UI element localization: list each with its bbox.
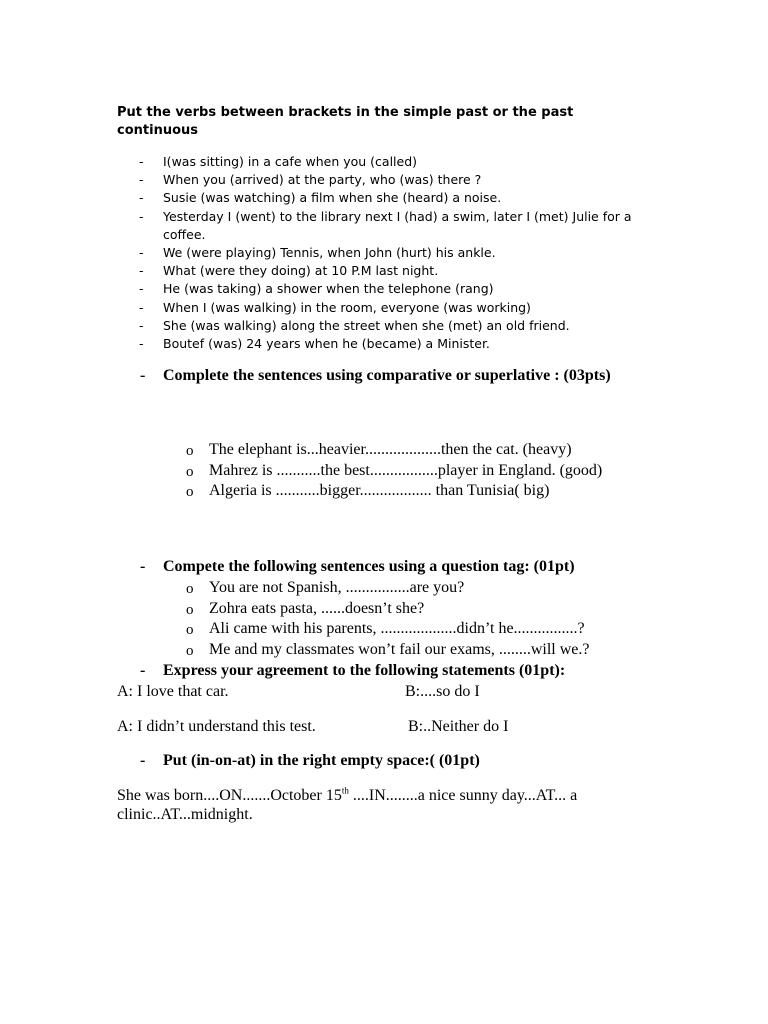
section-title-past-tenses: Put the verbs between brackets in the simple past or the past continuous — [117, 105, 574, 138]
dash-bullet: - — [139, 190, 144, 206]
dash-bullet: - — [140, 367, 146, 384]
comparative-list — [186, 440, 626, 502]
list-item: - Yesterday I (went) to the library next I (had) a swim, later I (met) Julie for a coffee. — [139, 208, 632, 242]
list-item: o Zohra eats pasta, ......doesn’t she? — [186, 599, 666, 620]
dash-bullet: - — [139, 263, 144, 279]
dash-bullet: - — [139, 172, 144, 188]
list-item: o Ali came with his parents, ...................didn’t he................? — [186, 619, 666, 640]
dash-bullet: - — [139, 281, 144, 297]
dash-bullet: - — [139, 245, 144, 261]
list-item: - I(was sitting) in a cafe when you (called) — [117, 153, 647, 171]
section-heading-comparative: - Complete the sentences using comparative or superlative : (03pts) — [140, 367, 611, 384]
circle-bullet: o — [186, 484, 194, 501]
list-item: o Me and my classmates won’t fail our exams, ........will we.? — [186, 640, 666, 661]
section-heading-question-tag: - Compete the following sentences using a question tag: (01pt) — [140, 558, 575, 575]
past-tenses-list — [117, 153, 647, 353]
section-heading-prepositions: - Put (in-on-at) in the right empty space:( (01pt) — [140, 752, 480, 769]
list-item: - Boutef (was) 24 years when he (became) a Minister. — [117, 335, 647, 353]
agreement-line-1: A: I love that car. B:....so do I — [117, 683, 480, 700]
circle-bullet: o — [186, 601, 194, 618]
list-item: - Susie (was watching) a film when she (heard) a noise. — [117, 189, 647, 207]
dash-bullet: - — [139, 336, 144, 352]
question-tag-list — [186, 578, 666, 660]
circle-bullet: o — [186, 622, 194, 639]
list-item: o Mahrez is ...........the best.................player in England. (good) — [186, 461, 626, 482]
dash-bullet: - — [139, 317, 144, 333]
circle-bullet: o — [186, 581, 194, 597]
dash-bullet: - — [140, 752, 146, 769]
list-item: - When I (was walking) in the room, everyone (was working) — [117, 299, 647, 317]
circle-bullet: o — [186, 642, 194, 659]
prepositions-sentence: She was born....ON.......October 15th ....IN........a nice sunny day...AT... a clinic..AT...midnight. — [117, 785, 578, 823]
dash-bullet: - — [140, 558, 146, 575]
circle-bullet: o — [186, 443, 194, 459]
circle-bullet: o — [186, 463, 194, 480]
list-item: o The elephant is...heavier...................then the cat. (heavy) — [186, 440, 626, 461]
dash-bullet: - — [139, 154, 144, 169]
list-item: - What (were they doing) at 10 P.M last night. — [117, 262, 647, 280]
list-item: o You are not Spanish, ................are you? — [186, 578, 666, 599]
section-heading-agreement: - Express your agreement to the following statements (01pt): — [140, 662, 566, 679]
dash-bullet: - — [139, 208, 144, 224]
list-item: - We (were playing) Tennis, when John (hurt) his ankle. — [117, 244, 647, 262]
list-item: o Algeria is ...........bigger.................. than Tunisia( big) — [186, 481, 626, 502]
list-item: - She (was walking) along the street when she (met) an old friend. — [117, 317, 647, 335]
dash-bullet: - — [140, 662, 146, 679]
dash-bullet: - — [139, 299, 144, 315]
agreement-line-2: A: I didn’t understand this test. B:..Neither do I — [117, 718, 509, 735]
list-item: - When you (arrived) at the party, who (was) there ? — [117, 171, 647, 189]
list-item: - He (was taking) a shower when the telephone (rang) — [117, 280, 647, 298]
